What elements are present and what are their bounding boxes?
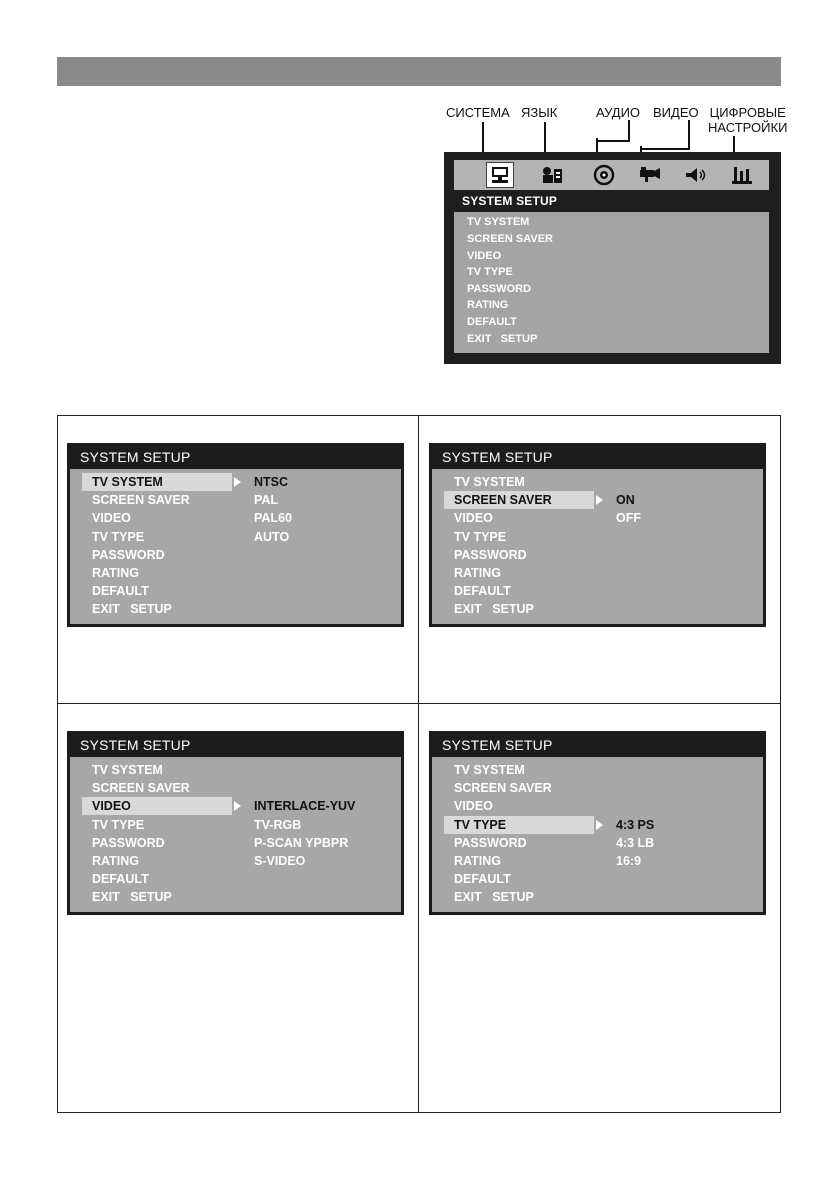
menu-item[interactable] bbox=[444, 797, 594, 815]
menu-item-label: TV SYSTEM bbox=[454, 763, 525, 777]
overview-menu-list bbox=[454, 212, 769, 353]
menu-item-label: TV TYPE bbox=[454, 817, 507, 832]
menu-title: SYSTEM SETUP bbox=[442, 449, 553, 465]
menu-item[interactable] bbox=[82, 600, 232, 618]
menu-item[interactable] bbox=[82, 509, 232, 527]
menu-item-label: EXIT SETUP bbox=[92, 890, 172, 905]
label-digital-settings bbox=[708, 105, 787, 135]
language-icon[interactable] bbox=[538, 162, 566, 188]
grid-divider-horizontal bbox=[57, 703, 781, 704]
submenu-arrow-icon bbox=[596, 495, 603, 505]
overview-panel-title: SYSTEM SETUP bbox=[462, 194, 558, 208]
connector-audio bbox=[598, 120, 630, 142]
menu-item-label: RATING bbox=[454, 566, 501, 580]
menu-item[interactable] bbox=[444, 491, 594, 509]
menu-item-label: PASSWORD bbox=[92, 547, 165, 562]
label-audio: АУДИО bbox=[596, 105, 641, 120]
menu-item[interactable] bbox=[82, 582, 232, 600]
menu-option[interactable]: PAL bbox=[254, 493, 279, 508]
menu-item[interactable] bbox=[444, 834, 594, 852]
menu-item[interactable] bbox=[82, 870, 232, 888]
menu-option[interactable]: NTSC bbox=[254, 475, 289, 489]
video-camera-icon[interactable] bbox=[636, 162, 664, 188]
menu-item-label: DEFAULT bbox=[92, 584, 149, 599]
menu-title: SYSTEM SETUP bbox=[80, 449, 191, 465]
grid-divider-vertical bbox=[418, 415, 419, 1113]
disc-icon[interactable] bbox=[590, 162, 618, 188]
menu-tv-type bbox=[429, 731, 766, 915]
menu-option[interactable]: TV-RGB bbox=[254, 817, 302, 832]
menu-item[interactable] bbox=[82, 852, 232, 870]
menu-item-label: EXIT SETUP bbox=[454, 602, 534, 617]
menu-item-label: SCREEN SAVER bbox=[454, 493, 552, 508]
menu-item-label: TV SYSTEM bbox=[92, 763, 163, 777]
menu-item[interactable] bbox=[444, 816, 594, 834]
menu-option[interactable]: 4:3 LB bbox=[616, 835, 655, 850]
overview-item-exit-setup[interactable]: EXIT SETUP bbox=[467, 333, 538, 345]
menu-item[interactable] bbox=[82, 528, 232, 546]
menu-item[interactable] bbox=[82, 761, 232, 779]
menu-item[interactable] bbox=[444, 888, 594, 906]
menu-item-label: EXIT SETUP bbox=[454, 890, 534, 905]
menu-option[interactable]: PAL60 bbox=[254, 511, 292, 526]
overview-item-default[interactable]: DEFAULT bbox=[467, 316, 517, 328]
menu-item-label: TV SYSTEM bbox=[454, 475, 525, 489]
label-system: СИСТЕМА bbox=[446, 105, 510, 120]
menu-item[interactable] bbox=[444, 564, 594, 582]
menu-item-label: SCREEN SAVER bbox=[92, 781, 190, 796]
menu-item-label: TV TYPE bbox=[92, 817, 145, 832]
menu-tv-system bbox=[67, 443, 404, 627]
menu-body bbox=[432, 469, 763, 624]
menu-item[interactable] bbox=[444, 600, 594, 618]
menu-option[interactable]: AUTO bbox=[254, 529, 290, 544]
connector-video bbox=[640, 120, 690, 150]
setup-icon-strip bbox=[454, 160, 769, 190]
menu-item[interactable] bbox=[444, 546, 594, 564]
equalizer-icon[interactable] bbox=[728, 162, 756, 188]
menu-item[interactable] bbox=[82, 834, 232, 852]
section-header-bar bbox=[57, 57, 781, 86]
label-digital-line2: НАСТРОЙКИ bbox=[708, 120, 788, 135]
menu-item-label: VIDEO bbox=[92, 511, 131, 526]
menu-item-label: EXIT SETUP bbox=[92, 602, 172, 617]
label-video: ВИДЕО bbox=[653, 105, 699, 120]
menu-item[interactable] bbox=[444, 528, 594, 546]
menu-item-label: VIDEO bbox=[92, 799, 131, 814]
menu-item[interactable] bbox=[82, 546, 232, 564]
menu-item-label: RATING bbox=[92, 566, 139, 580]
menu-item[interactable] bbox=[82, 797, 232, 815]
menu-option[interactable]: S-VIDEO bbox=[254, 854, 306, 868]
menu-body bbox=[432, 757, 763, 912]
menu-title: SYSTEM SETUP bbox=[442, 737, 553, 753]
menu-item[interactable] bbox=[82, 779, 232, 797]
submenu-arrow-icon bbox=[234, 477, 241, 487]
menu-item[interactable] bbox=[444, 582, 594, 600]
overview-item-screen-saver[interactable]: SCREEN SAVER bbox=[467, 233, 553, 245]
menu-item[interactable] bbox=[82, 816, 232, 834]
menu-option[interactable]: ON bbox=[616, 493, 635, 508]
menu-option[interactable]: P-SCAN YPBPR bbox=[254, 835, 349, 850]
menu-item-label: TV TYPE bbox=[92, 529, 145, 544]
menu-screen-saver bbox=[429, 443, 766, 627]
label-digital-line1: ЦИФРОВЫЕ bbox=[709, 105, 786, 120]
monitor-icon[interactable] bbox=[486, 162, 514, 188]
menu-item-label: TV TYPE bbox=[454, 529, 507, 544]
submenu-arrow-icon bbox=[234, 801, 241, 811]
menu-item-label: PASSWORD bbox=[454, 835, 527, 850]
menu-item[interactable] bbox=[82, 888, 232, 906]
menu-item-label: VIDEO bbox=[454, 511, 493, 526]
menu-option[interactable]: OFF bbox=[616, 511, 641, 526]
menu-option[interactable]: 16:9 bbox=[616, 854, 642, 868]
menu-item[interactable] bbox=[444, 473, 594, 491]
menu-item[interactable] bbox=[82, 564, 232, 582]
menu-item-label: RATING bbox=[454, 854, 501, 868]
menu-item-label: VIDEO bbox=[454, 799, 493, 814]
menu-item[interactable] bbox=[82, 473, 232, 491]
overview-item-tv-system[interactable]: TV SYSTEM bbox=[467, 216, 530, 228]
menu-option[interactable]: 4:3 PS bbox=[616, 817, 655, 832]
menu-item-label: PASSWORD bbox=[92, 835, 165, 850]
menu-item-label: SCREEN SAVER bbox=[454, 781, 552, 796]
menu-body bbox=[70, 469, 401, 624]
menu-item-label: TV SYSTEM bbox=[92, 475, 163, 489]
menu-item[interactable] bbox=[82, 491, 232, 509]
menu-item-label: DEFAULT bbox=[92, 872, 149, 887]
menu-item-label: PASSWORD bbox=[454, 547, 527, 562]
menu-video bbox=[67, 731, 404, 915]
menu-item[interactable] bbox=[444, 761, 594, 779]
menu-title: SYSTEM SETUP bbox=[80, 737, 191, 753]
menu-item[interactable] bbox=[444, 779, 594, 797]
menu-option[interactable]: INTERLACE-YUV bbox=[254, 799, 356, 814]
overview-item-rating[interactable]: RATING bbox=[467, 299, 509, 311]
menu-item[interactable] bbox=[444, 509, 594, 527]
menu-item-label: DEFAULT bbox=[454, 872, 511, 887]
overview-item-tv-type[interactable]: TV TYPE bbox=[467, 266, 513, 278]
menu-item-label: RATING bbox=[92, 854, 139, 868]
menu-item-label: DEFAULT bbox=[454, 584, 511, 599]
menu-body bbox=[70, 757, 401, 912]
overview-item-password[interactable]: PASSWORD bbox=[467, 283, 531, 295]
submenu-arrow-icon bbox=[596, 820, 603, 830]
menu-item[interactable] bbox=[444, 870, 594, 888]
menu-item-label: SCREEN SAVER bbox=[92, 493, 190, 508]
speaker-icon[interactable] bbox=[682, 162, 710, 188]
overview-item-video[interactable]: VIDEO bbox=[467, 250, 502, 262]
menu-item[interactable] bbox=[444, 852, 594, 870]
system-setup-overview-panel bbox=[444, 152, 781, 364]
label-language: ЯЗЫК bbox=[521, 105, 558, 120]
